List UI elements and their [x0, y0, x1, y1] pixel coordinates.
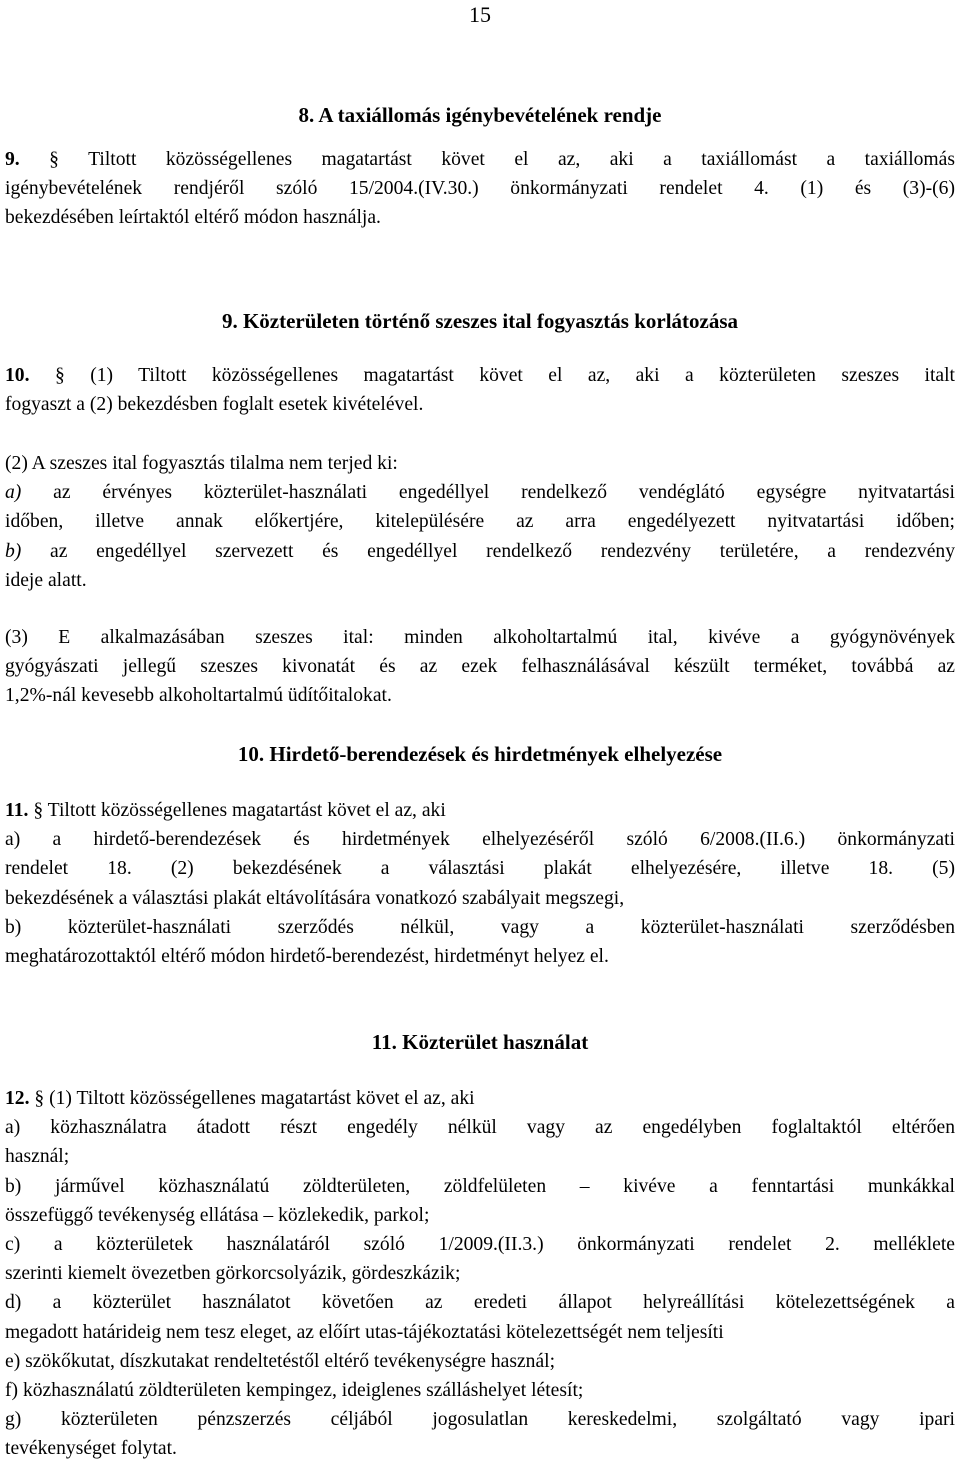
paragraph-10-2	[5, 449, 955, 595]
line-text: Tiltott közösségellenes magatartást követ el az, aki	[47, 800, 446, 821]
paragraph-12-line-g: g) közterületen pénzszerzés céljából jogosulatlan kereskedelmi, szolgáltató vagy ipari	[5, 1409, 955, 1431]
paragraph-12-line-f: f) közhasználatú zöldterületen kempingez, ideiglenes szálláshelyet létesít;	[5, 1380, 584, 1402]
section-10-heading: 10. Hirdető-berendezések és hirdetmények elhelyezése	[237, 742, 723, 766]
line-text: (1) Tiltott közösségellenes magatartást követ el az, aki	[49, 1088, 475, 1109]
paragraph-10-2-line-1: (2) A szeszes ital fogyasztás tilalma nem terjed ki:	[5, 453, 398, 474]
paragraph-10-2-item-a	[5, 478, 955, 507]
paragraph-10-3-line-2: gyógyászati jellegű szeszes kivonatát és az ezek felhasználásával készült terméket, továbbá az	[5, 656, 955, 678]
paragraph-12-line-a: a) közhasználatra átadott részt engedély nélkül vagy az engedélyben foglaltaktól eltérően	[5, 1117, 955, 1139]
paragraph-9-line-3: bekezdésében leírtaktól eltérő módon használja.	[5, 207, 381, 229]
paragraph-11-line-a: a) a hirdető-berendezések és hirdetmények elhelyezéséről szóló 6/2008.(II.6.) önkormányzati	[5, 829, 955, 851]
paragraph-12-line-b: b) járművel közhasználatú zöldterületen, zöldfelületen – kivéve a fenntartási munkákkal	[5, 1175, 955, 1197]
paragraph-10-3	[5, 623, 955, 711]
paragraph-11-line-a-cont-2: bekezdésének a választási plakát eltávolítására vonatkozó szabályait megszegi,	[5, 887, 625, 909]
paragraph-11-intro	[5, 796, 955, 825]
section-sign: §	[28, 800, 48, 821]
section-sign: §	[29, 365, 91, 386]
line-text: (1) Tiltott közösségellenes magatartást követ el az, aki a közterületen szeszes italt	[90, 365, 955, 386]
paragraph-10-3-line-1: (3) E alkalmazásában szeszes ital: minden alkoholtartalmú ital, kivéve a gyógynövények	[5, 627, 955, 648]
paragraph-12-line-b-cont: összefüggő tevékenység ellátása – közlekedik, parkol;	[5, 1204, 430, 1226]
section-11-heading: 11. Közterület használat	[371, 1030, 589, 1054]
paragraph-11-line-a-cont-1: rendelet 18. (2) bekezdésének a választási plakát elhelyezésére, illetve 18. (5)	[5, 858, 955, 880]
line-text: az engedéllyel szervezett és engedéllyel rendelkező rendezvény területére, a rendezvény	[21, 540, 955, 562]
item-label-a: a)	[5, 482, 22, 504]
paragraph-12-line-e: e) szökőkutat, díszkutakat rendeltetéstől eltérő tevékenységre használ;	[5, 1350, 556, 1372]
paragraph-12-line-g-cont: tevékenységet folytat.	[5, 1438, 177, 1460]
paragraph-number: 12.	[5, 1088, 30, 1109]
line-text: Tiltott közösségellenes magatartást követ el az, aki a taxiállomást a taxiállomás	[88, 149, 955, 170]
section-sign: §	[19, 149, 89, 170]
paragraph-10-3-line-3: 1,2%-nál kevesebb alkoholtartalmú üdítőitalokat.	[5, 685, 392, 707]
paragraph-11	[5, 796, 955, 971]
paragraph-12-line-d-cont: megadott határideig nem tesz eleget, az előírt utas-tájékoztatási kötelezettségét nem teljesíti	[5, 1321, 724, 1343]
section-8-heading: 8. A taxiállomás igénybevételének rendje	[298, 103, 662, 127]
paragraph-12-line-a-cont: használ;	[5, 1146, 70, 1168]
paragraph-9	[5, 145, 955, 233]
paragraph-10-1	[5, 361, 955, 419]
paragraph-10-line-1	[5, 361, 955, 390]
paragraph-11-line-b: b) közterület-használati szerződés nélkül, vagy a közterület-használati szerződésben	[5, 916, 955, 938]
item-label-b: b)	[5, 540, 22, 562]
paragraph-12	[5, 1084, 955, 1464]
paragraph-number: 9.	[5, 149, 20, 170]
paragraph-number: 11.	[5, 800, 29, 821]
paragraph-12-intro	[5, 1084, 955, 1113]
paragraph-10-2-item-b-cont: ideje alatt.	[5, 569, 87, 591]
paragraph-10-2-item-a-cont: időben, illetve annak előkertjére, kitelepülésére az arra engedélyezett nyitvatartási időben;	[5, 511, 955, 533]
page-number: 15	[469, 2, 491, 27]
paragraph-11-line-b-cont: meghatározottaktól eltérő módon hirdető-berendezést, hirdetményt helyez el.	[5, 946, 609, 968]
section-sign: §	[29, 1088, 50, 1109]
paragraph-number: 10.	[5, 365, 30, 386]
paragraph-12-line-c: c) a közterületek használatáról szóló 1/2009.(II.3.) önkormányzati rendelet 2. melléklete	[5, 1234, 955, 1256]
paragraph-9-line-1	[5, 145, 955, 174]
section-9-heading: 9. Közterületen történő szeszes ital fogyasztás korlátozása	[221, 309, 739, 333]
line-text: az érvényes közterület-használati engedéllyel rendelkező vendéglátó egységre nyitvatartási	[21, 482, 955, 504]
paragraph-9-line-2: igénybevételének rendjéről szóló 15/2004.(IV.30.) önkormányzati rendelet 4. (1) és (3)-(6)	[5, 178, 955, 200]
paragraph-10-line-2: fogyaszt a (2) bekezdésben foglalt esetek kivételével.	[5, 394, 424, 416]
paragraph-12-line-c-cont: szerinti kiemelt övezetben görkorcsolyázik, gördeszkázik;	[5, 1263, 461, 1285]
paragraph-10-2-item-b	[5, 537, 955, 566]
paragraph-12-line-d: d) a közterület használatot követően az eredeti állapot helyreállítási kötelezettségének a	[5, 1292, 955, 1314]
